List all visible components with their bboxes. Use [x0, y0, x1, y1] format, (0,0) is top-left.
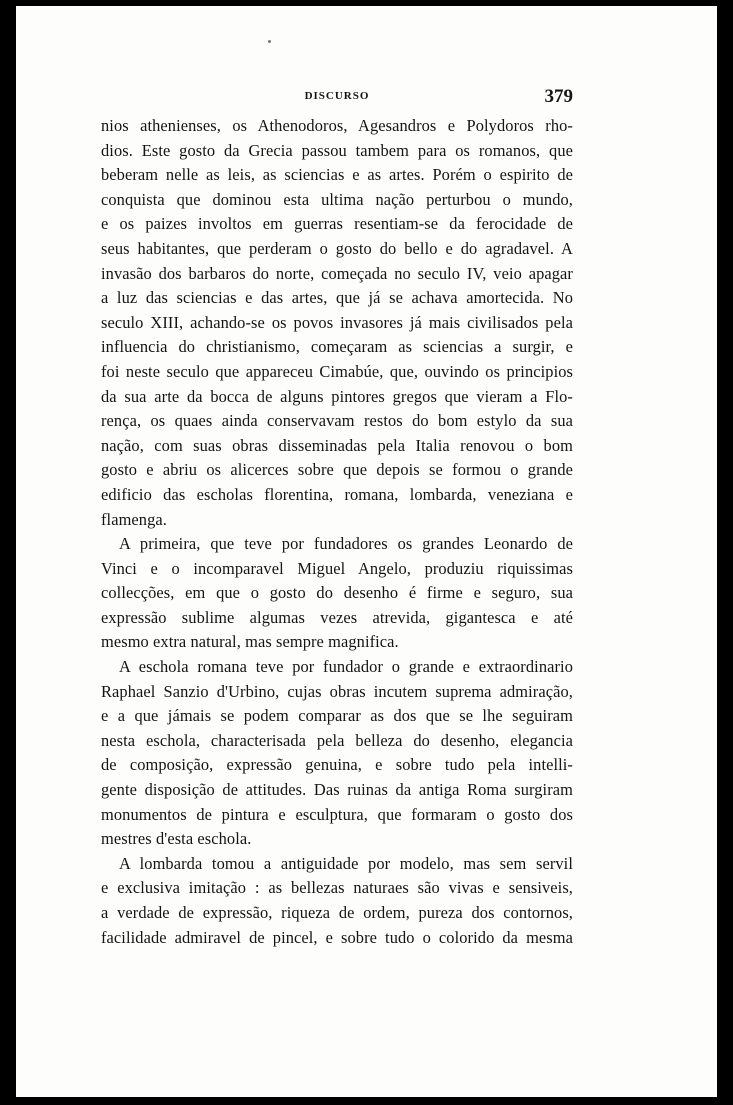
paragraph-3 — [101, 655, 573, 852]
text-line: rença, os quaes ainda conservavam restos do bom estylo da sua — [101, 411, 573, 431]
running-title: DISCURSO — [304, 90, 370, 102]
paragraph-1 — [101, 114, 573, 532]
text-line: mesmo extra natural, mas sempre magnifica. — [101, 632, 399, 652]
text-line: influencia do christianismo, começaram as sciencias a surgir, e — [101, 337, 573, 357]
text-line: de composição, expressão genuina, e sobre tudo pela intelli- — [101, 755, 573, 775]
text-line: facilidade admiravel de pincel, e sobre tudo o colorido da mesma — [101, 927, 573, 947]
page-number: 379 — [544, 86, 573, 107]
running-head — [101, 88, 573, 110]
text-line: e os paizes involtos em guerras resentiam-se da ferocidade de — [101, 214, 573, 234]
text-line: A lombarda tomou a antiguidade por modelo, mas sem servil — [119, 853, 573, 873]
text-line: mestres d'esta eschola. — [101, 829, 252, 849]
text-line: beberam nelle as leis, as sciencias e as artes. Porém o espirito de — [101, 165, 573, 185]
text-line: nios athenienses, os Athenodoros, Agesandros e Polydoros rho- — [101, 116, 573, 135]
text-line: edificio das escholas florentina, romana, lombarda, veneziana e — [101, 484, 573, 504]
text-line: expressão sublime algumas vezes atrevida, gigantesca e até — [101, 607, 573, 627]
text-line: monumentos de pintura e esculptura, que formaram o gosto dos — [101, 804, 573, 824]
text-line: da sua arte da bocca de alguns pintores gregos que vieram a Flo- — [101, 386, 573, 406]
text-line: A primeira, que teve por fundadores os grandes Leonardo de — [119, 534, 573, 554]
text-line: gosto e abriu os alicerces sobre que depois se formou o grande — [101, 460, 573, 480]
text-line: seculo XIII, achando-se os povos invasores já mais civilisados pela — [101, 312, 573, 332]
text-line: Vinci e o incomparavel Miguel Angelo, produziu riquissimas — [101, 558, 573, 578]
text-line: gente disposição de attitudes. Das ruinas da antiga Roma surgiram — [101, 780, 573, 800]
book-page — [101, 88, 573, 950]
paragraph-4 — [101, 852, 573, 950]
text-line: e a que jámais se podem comparar as dos que se lhe seguiram — [101, 706, 573, 726]
text-line: Raphael Sanzio d'Urbino, cujas obras incutem suprema admiração, — [101, 681, 573, 701]
text-line: A eschola romana teve por fundador o grande e extraordinario — [119, 657, 573, 677]
paragraph-2 — [101, 532, 573, 655]
text-line: conquista que dominou esta ultima nação perturbou o mundo, — [101, 189, 573, 209]
text-line: nação, com suas obras disseminadas pela Italia renovou o bom — [101, 435, 573, 455]
text-line: flamenga. — [101, 509, 167, 529]
text-line: e exclusiva imitação : as bellezas naturaes são vivas e sensiveis, — [101, 878, 573, 898]
text-line: invasão dos barbaros do norte, começada no seculo IV, veio apagar — [101, 263, 573, 283]
text-line: a luz das sciencias e das artes, que já se achava amortecida. No — [101, 288, 573, 308]
text-line: a verdade de expressão, riqueza de ordem, pureza dos contornos, — [101, 903, 573, 922]
text-line: nesta eschola, characterisada pela belleza do desenho, elegancia — [101, 730, 573, 750]
text-line: dios. Este gosto da Grecia passou tambem para os romanos, que — [101, 140, 573, 160]
text-line: collecções, em que o gosto do desenho é firme e seguro, sua — [101, 583, 573, 603]
paper-speck — [268, 40, 271, 43]
text-line: foi neste seculo que appareceu Cimabúe, que, ouvindo os principios — [101, 361, 573, 381]
text-line: seus habitantes, que perderam o gosto do bello e do agradavel. A — [101, 238, 573, 258]
